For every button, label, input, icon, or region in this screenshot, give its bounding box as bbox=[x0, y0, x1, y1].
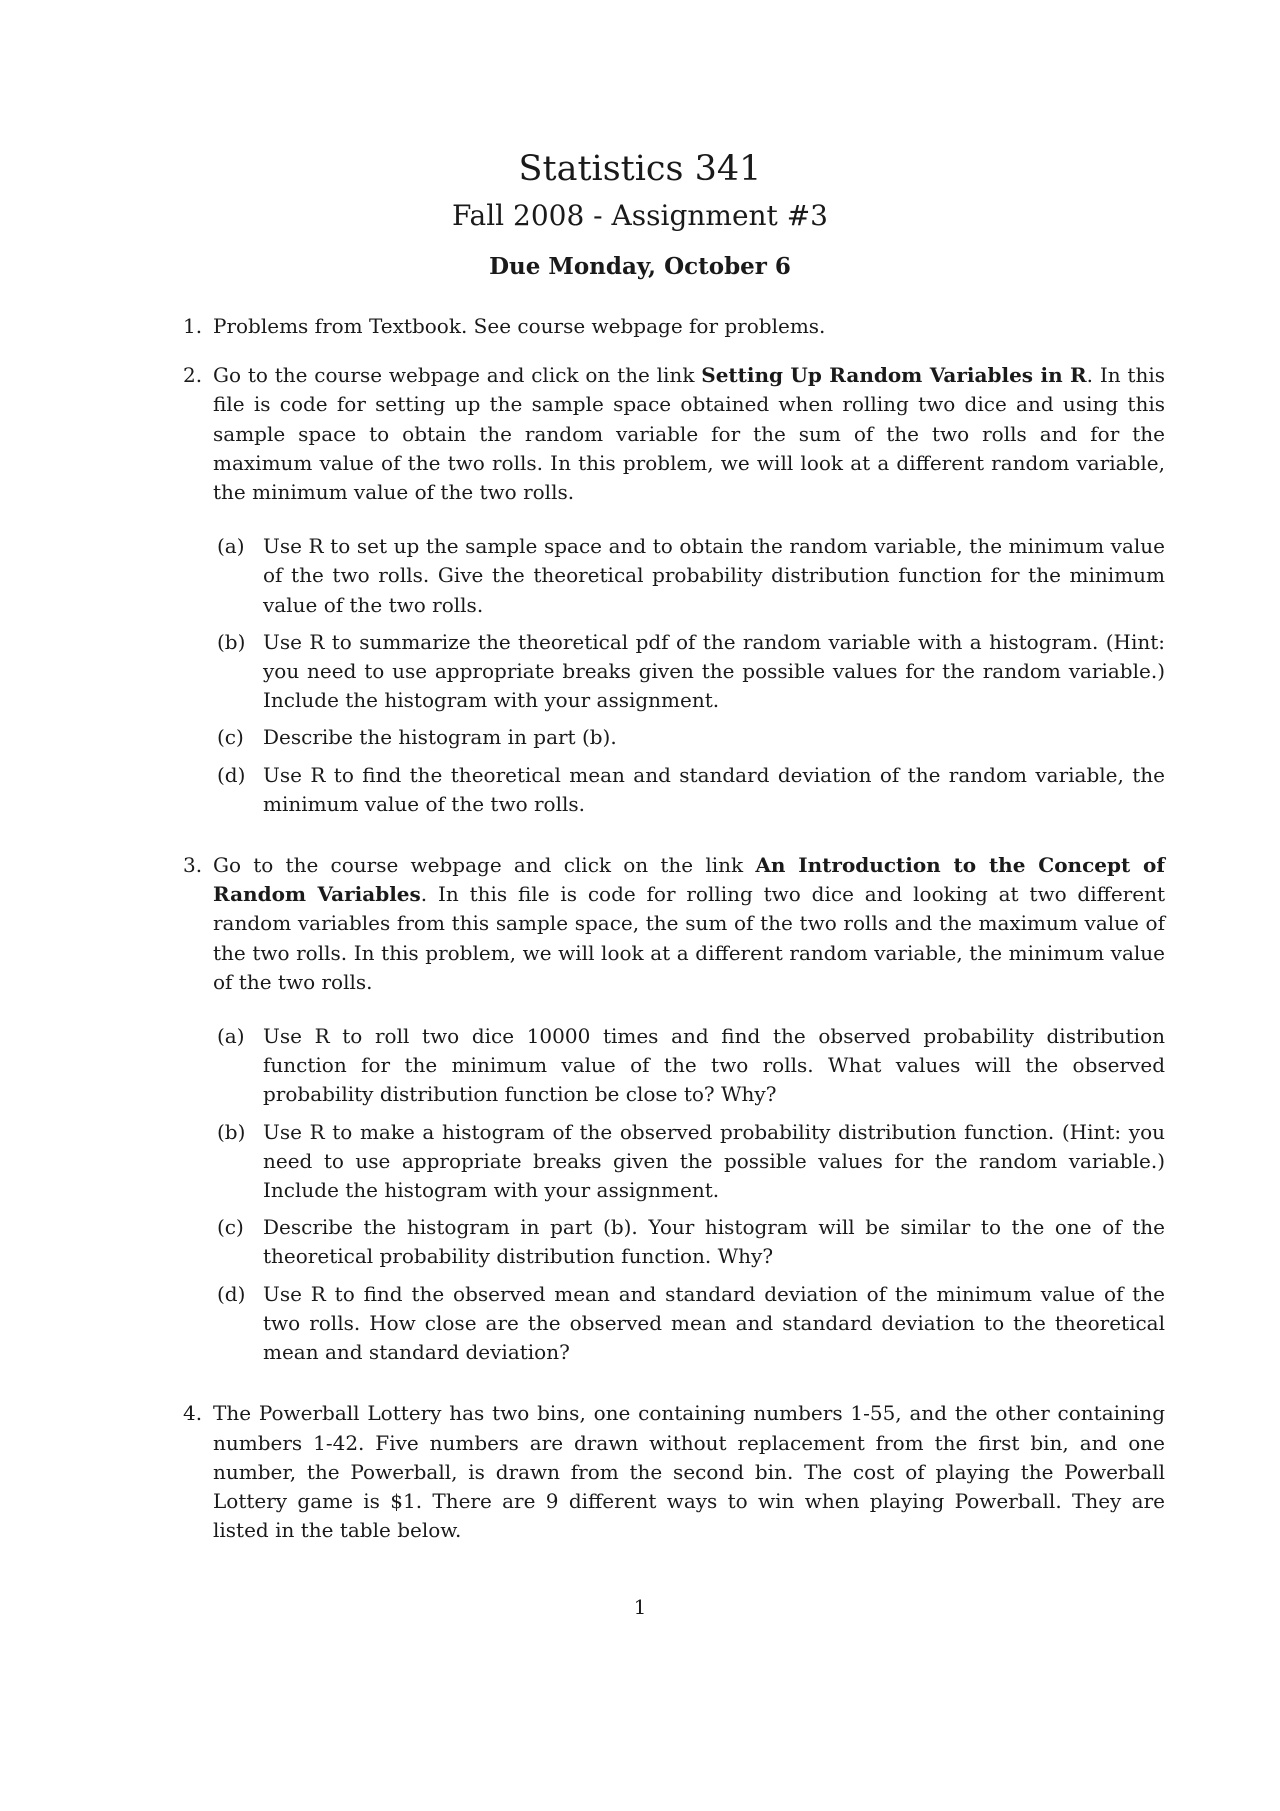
subproblem-c bbox=[213, 723, 1165, 752]
subproblem-label: (c) bbox=[217, 725, 244, 750]
problem-3 bbox=[183, 851, 1165, 1367]
subproblem-d bbox=[213, 1280, 1165, 1368]
subproblem-b bbox=[213, 1118, 1165, 1206]
subproblem-label: (d) bbox=[217, 1281, 246, 1306]
problem-number: 2. bbox=[183, 363, 203, 388]
problem-text: The Powerball Lottery has two bins, one containing numbers 1-55, and the other containing numbers 1-42. Five numbers are drawn without replacement from the first bin, and one number, the Powerball, is drawn from the second bin. The cost of playing the Powerball Lottery game is $1. There are 9 different ways to win when playing Powerball. They are listed in the table below. bbox=[213, 1401, 1165, 1543]
subproblem-text: Use R to make a histogram of the observed probability distribution function. (Hint: you need to use appropriate breaks given the possible values for the random variable.) Include the histogram with your assignment. bbox=[263, 1119, 1165, 1203]
page-subtitle: Fall 2008 - Assignment #3 bbox=[451, 199, 828, 232]
subproblem-label: (a) bbox=[217, 534, 245, 559]
subproblem-c bbox=[213, 1213, 1165, 1271]
problem-2 bbox=[183, 361, 1165, 819]
due-date: Due Monday, October 6 bbox=[489, 253, 791, 280]
subproblem-label: (d) bbox=[217, 762, 246, 787]
problem-text: Problems from Textbook. See course webpage for problems. bbox=[213, 314, 826, 338]
problem-number: 3. bbox=[183, 853, 203, 878]
problem-number: 1. bbox=[183, 314, 203, 338]
subproblem-text: Use R to find the observed mean and standard deviation of the minimum value of the two rolls. How close are the observed mean and standard deviation to the theoretical mean and standard deviation? bbox=[263, 1281, 1165, 1365]
subproblem-a bbox=[213, 1022, 1165, 1110]
problem-1 bbox=[183, 312, 1165, 341]
subproblem-label: (a) bbox=[217, 1024, 245, 1049]
intro-text-continued: . In this file is code for rolling two dice and looking at two different random variables from this sample space, the sum of the two rolls and the maximum value of the two rolls. In this problem, we will look at a different random variable, the minimum value of the two rolls. bbox=[213, 882, 1165, 994]
problem-intro bbox=[213, 361, 1165, 507]
subproblem-text: Describe the histogram in part (b). Your histogram will be similar to the one of the theoretical probability distribution function. Why? bbox=[263, 1215, 1165, 1269]
course-link-setting-up-random-variables: Setting Up Random Variables in R bbox=[701, 363, 1087, 388]
problem-list bbox=[183, 312, 1165, 1545]
subproblem-list bbox=[213, 532, 1165, 819]
subproblem-a bbox=[213, 532, 1165, 620]
subproblem-text: Use R to roll two dice 10000 times and find the observed probability distribution function for the minimum value of the two rolls. What values will the observed probability distribution function be close to? Why? bbox=[263, 1024, 1165, 1107]
problem-number: 4. bbox=[183, 1401, 203, 1426]
problem-4 bbox=[183, 1399, 1165, 1545]
subproblem-text: Use R to summarize the theoretical pdf of the random variable with a histogram. (Hint: you need to use appropriate breaks given the possible values for the random variable.) Include the histogram with your assignment. bbox=[263, 629, 1165, 713]
intro-text: Go to the course webpage and click on the link bbox=[213, 853, 756, 878]
subproblem-b bbox=[213, 628, 1165, 716]
page-number: 1 bbox=[633, 1595, 647, 1619]
subproblem-text: Use R to find the theoretical mean and standard deviation of the random variable, the minimum value of the two rolls. bbox=[263, 762, 1165, 816]
subproblem-label: (b) bbox=[217, 1119, 246, 1144]
subproblem-d bbox=[213, 761, 1165, 819]
subproblem-label: (b) bbox=[217, 629, 246, 654]
subproblem-list bbox=[213, 1022, 1165, 1367]
subproblem-text: Use R to set up the sample space and to obtain the random variable, the minimum value of the two rolls. Give the theoretical probability distribution function for the minimum value of the two rolls. bbox=[263, 534, 1165, 617]
subproblem-text: Describe the histogram in part (b). bbox=[263, 725, 617, 750]
page-title: Statistics 341 bbox=[518, 149, 762, 189]
problem-intro bbox=[213, 851, 1165, 997]
intro-text-continued: . In this file is code for setting up the sample space obtained when rolling two dice and using this sample space to obtain the random variable for the sum of the two rolls and for the maximum value of the two rolls. In this problem, we will look at a different random variable, the minimum value of the two rolls. bbox=[213, 363, 1165, 505]
course-link-intro-random-variables: An Introduction to the Concept of Random Variables bbox=[213, 853, 1165, 907]
subproblem-label: (c) bbox=[217, 1215, 244, 1240]
intro-text: Go to the course webpage and click on the link bbox=[213, 363, 702, 388]
